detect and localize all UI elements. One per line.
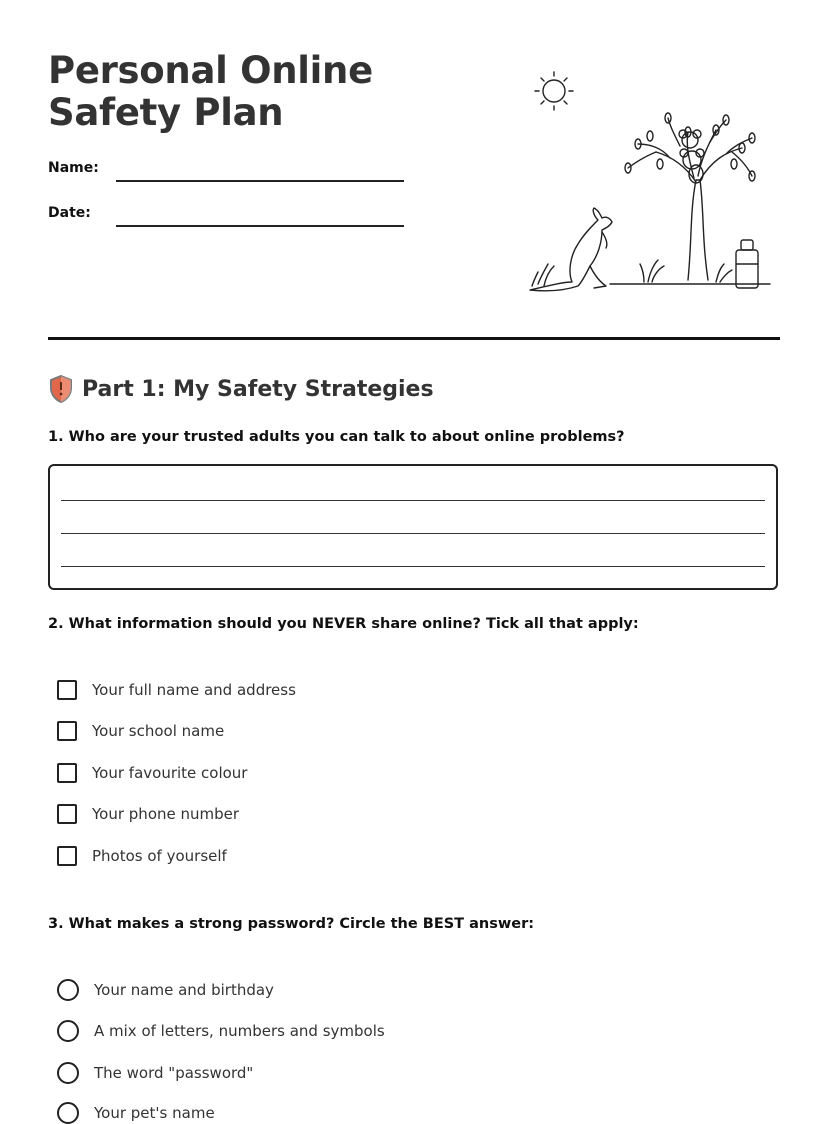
option-label: Photos of yourself <box>92 847 227 865</box>
part1-header <box>48 374 434 404</box>
option-label: Your pet's name <box>94 1104 215 1122</box>
page-title: Personal Online Safety Plan <box>48 49 373 134</box>
option-label: Your school name <box>92 722 225 740</box>
radio-option[interactable] <box>57 1020 385 1042</box>
radio-circle[interactable] <box>57 1062 79 1084</box>
bush-illustration <box>520 60 780 300</box>
checkbox-option[interactable] <box>57 804 239 824</box>
radio-option[interactable] <box>57 1062 253 1084</box>
radio-circle[interactable] <box>57 1102 79 1124</box>
radio-option[interactable] <box>57 979 274 1001</box>
name-label: Name: <box>48 160 99 176</box>
question-2: 2. What information should you NEVER share online? Tick all that apply: <box>48 616 639 632</box>
checkbox-option[interactable] <box>57 763 247 783</box>
radio-option[interactable] <box>57 1102 215 1124</box>
checkbox-option[interactable] <box>57 721 224 741</box>
question-1: 1. Who are your trusted adults you can talk to about online problems? <box>48 429 625 445</box>
shield-icon <box>48 374 74 404</box>
radio-circle[interactable] <box>57 979 79 1001</box>
checkbox[interactable] <box>57 763 77 783</box>
sun-icon <box>535 72 573 110</box>
question-3: 3. What makes a strong password? Circle the BEST answer: <box>48 916 535 932</box>
option-label: The word "password" <box>94 1064 254 1082</box>
checkbox-option[interactable] <box>57 846 227 866</box>
checkbox-option[interactable] <box>57 680 296 700</box>
answer-line[interactable] <box>61 533 765 534</box>
section-title: Part 1: My Safety Strategies <box>82 376 434 402</box>
header-divider <box>48 337 780 340</box>
checkbox[interactable] <box>57 846 77 866</box>
option-label: Your name and birthday <box>94 981 274 999</box>
radio-circle[interactable] <box>57 1020 79 1042</box>
bottle-icon <box>736 240 758 288</box>
option-label: A mix of letters, numbers and symbols <box>94 1022 385 1040</box>
answer-line[interactable] <box>61 500 765 501</box>
checkbox[interactable] <box>57 721 77 741</box>
kangaroo-icon <box>530 208 612 291</box>
date-field[interactable] <box>116 225 404 227</box>
option-label: Your phone number <box>92 805 240 823</box>
checkbox[interactable] <box>57 804 77 824</box>
option-label: Your full name and address <box>92 681 296 699</box>
option-label: Your favourite colour <box>92 764 248 782</box>
date-label: Date: <box>48 205 91 221</box>
checkbox[interactable] <box>57 680 77 700</box>
trusted-adults-answer-box[interactable] <box>48 464 778 590</box>
name-field[interactable] <box>116 180 404 182</box>
answer-line[interactable] <box>61 566 765 567</box>
